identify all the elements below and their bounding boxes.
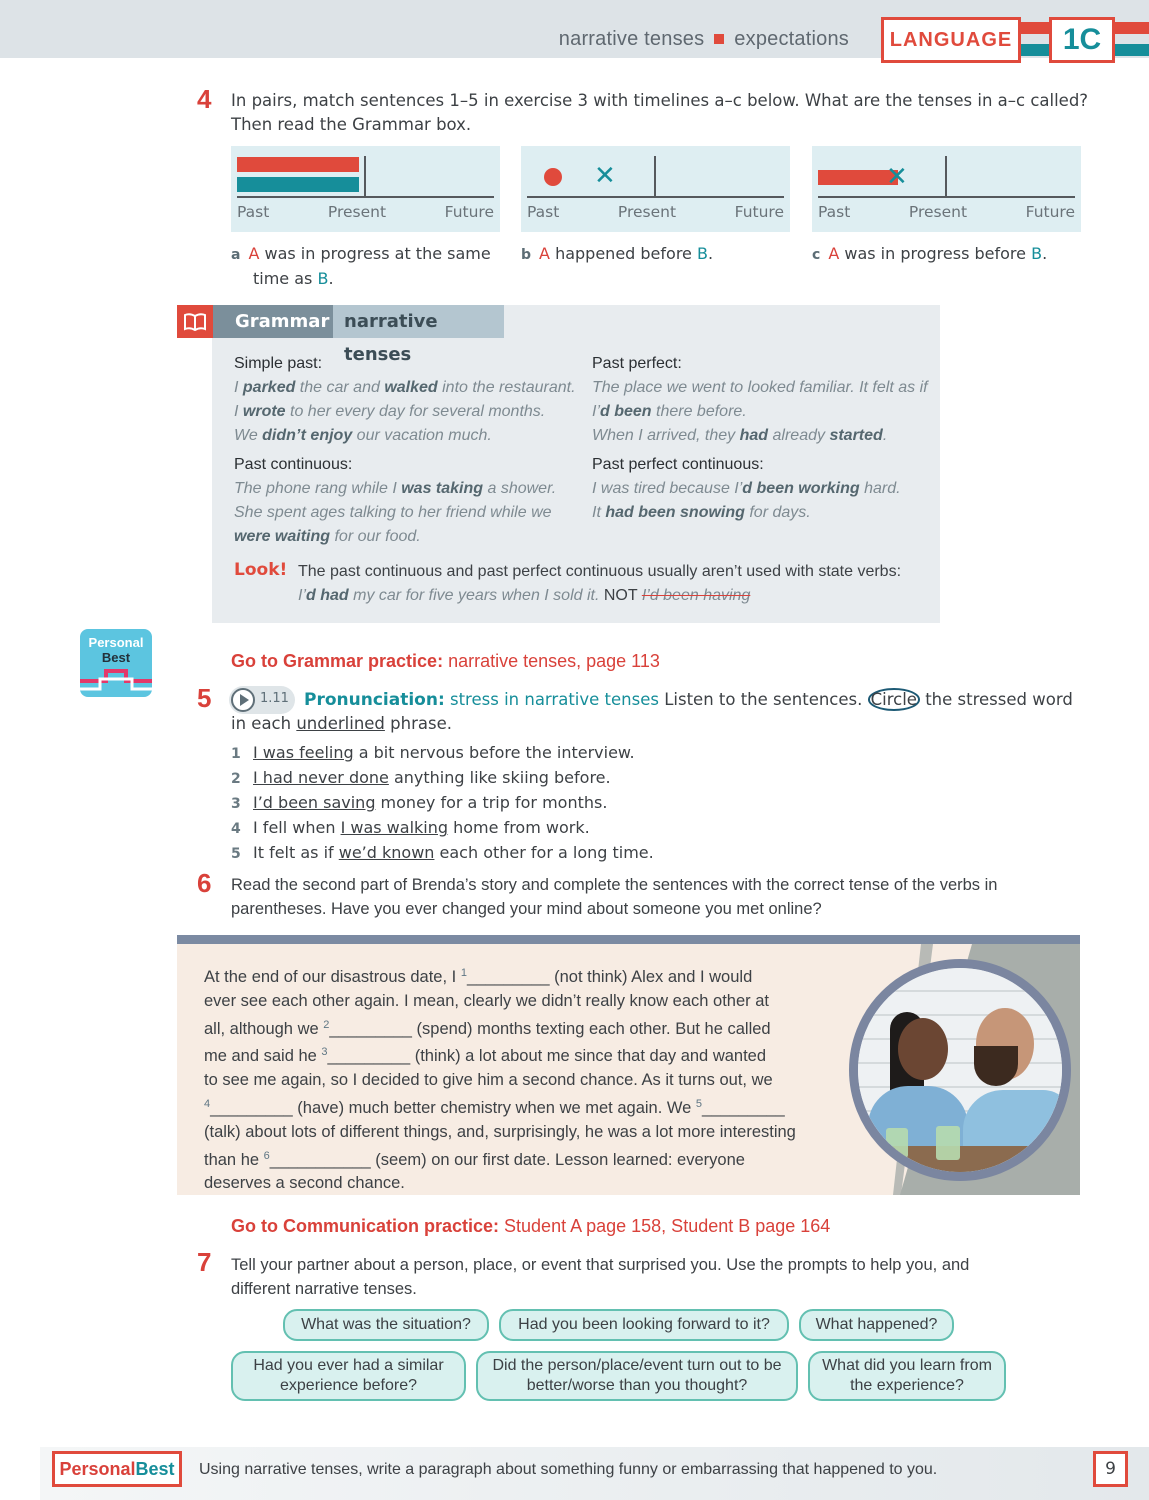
bar-a-red <box>237 157 359 172</box>
look-text <box>298 560 928 608</box>
bar-b-teal <box>237 177 359 192</box>
topic-narrative-tenses: narrative tenses <box>558 28 705 50</box>
list-item: 3 I’d been saving money for a trip for months. <box>231 793 608 812</box>
grammar-example: We didn’t enjoy our vacation much. <box>234 427 492 444</box>
present-marker <box>654 156 656 197</box>
exercise-number-6: 6 <box>197 868 212 898</box>
prompt-card: What did you learn from the experience? <box>808 1351 1006 1401</box>
timeline-labels <box>237 203 494 221</box>
label-future: Future <box>1025 203 1075 221</box>
instruction-line: parentheses. Have you ever changed your mind about someone you met online? <box>231 900 822 918</box>
exercise-5-instruction-line2: in each underlined phrase. <box>231 714 452 733</box>
blank-4[interactable]: _________ <box>210 1098 293 1117</box>
label-past: Past <box>527 203 560 221</box>
dot-a-icon <box>544 168 562 186</box>
blank-5[interactable]: _________ <box>702 1098 785 1117</box>
caption-b <box>521 242 791 267</box>
grammar-example: I’d been there before. <box>592 403 747 420</box>
caption-end: . <box>1042 244 1048 263</box>
grammar-example: The place we went to looked familiar. It felt as if <box>592 379 928 396</box>
personal-best-task: Using narrative tenses, write a paragraph about something funny or embarrassing that happened to you. <box>199 1461 938 1478</box>
simple-past-heading: Simple past: <box>234 355 323 372</box>
instruction-line: Read the second part of Brenda’s story and complete the sentences with the correct tense of the verbs in <box>231 876 998 894</box>
story-top-bar <box>177 935 1080 944</box>
badge-line: Best <box>101 650 131 665</box>
prompt-card: What happened? <box>799 1309 954 1341</box>
grammar-example: It had been snowing for days. <box>592 504 811 521</box>
exercise-number-5: 5 <box>197 683 212 713</box>
caption-a-label: A <box>248 244 260 263</box>
pronunciation-topic: stress in narrative tenses <box>444 690 659 709</box>
section-label: LANGUAGE <box>881 17 1021 63</box>
list-item: 5 It felt as if we’d known each other for a long time. <box>231 843 654 862</box>
timeline-a <box>231 146 500 232</box>
grammar-tab-topic: narrative tenses <box>333 305 504 338</box>
caption-letter: a <box>231 247 241 263</box>
story-text: At the end of our disastrous date, I $^1$_________ (not think) Alex and I would ever see each other again. I mean, clearly we didn’t really know each other at all, although we $^2$_________ (spend) months texting each other. But he called me and said he $^3$_________ (think) a lot about me since that day and wanted to see me again, so I decided to give him a second chance. As it turns out, we $^4$_________ (have) much better chemistry when we met again. We $^5$_________ (talk) about lots of different things, and, surprisingly, he was a lot more interesting than he $^6$___________ (seem) on our first date. Lesson learned: everyone deserves a second chance. <box>204 967 796 1193</box>
timeline-b <box>521 146 790 232</box>
link-label: Go to Grammar practice: <box>231 651 444 671</box>
label-future: Future <box>734 203 784 221</box>
grammar-example: She spent ages talking to her friend while we <box>234 504 552 521</box>
caption-b-label: B <box>696 244 708 263</box>
instruction-line: In pairs, match sentences 1–5 in exercise 3 with timelines a–c below. What are the tenses in a–c called? <box>231 91 1089 110</box>
prompt-card: Did the person/place/event turn out to be better/worse than you thought? <box>476 1351 798 1401</box>
page-number: 9 <box>1093 1451 1128 1487</box>
list-item: 1 I was feeling a bit nervous before the interview. <box>231 743 635 762</box>
caption-end: . <box>328 269 334 288</box>
list-item: 2 I had never done anything like skiing before. <box>231 768 611 787</box>
label-past: Past <box>237 203 270 221</box>
circled-word: Circle <box>868 688 920 711</box>
look-line: The past continuous and past perfect continuous usually aren’t used with state verbs: <box>298 563 902 580</box>
label-present: Present <box>327 203 387 221</box>
grammar-col-right <box>592 352 932 525</box>
exercise-number-7: 7 <box>197 1247 212 1277</box>
link-text: narrative tenses, page 113 <box>443 651 660 671</box>
couple-photo <box>849 959 1071 1181</box>
grammar-col-left <box>234 352 584 549</box>
caption-letter: c <box>812 247 821 263</box>
unit-label: 1C <box>1049 17 1115 63</box>
caption-b-label: B <box>317 269 329 288</box>
look-note <box>234 560 287 580</box>
cross-b-icon: ✕ <box>594 161 616 191</box>
grammar-example: were waiting for our food. <box>234 528 421 545</box>
past-perfect-continuous-heading: Past perfect continuous: <box>592 456 764 473</box>
blank-1[interactable]: _________ <box>466 968 550 986</box>
caption-text: was in progress at the same <box>259 244 491 263</box>
link-text: Student A page 158, Student B page 164 <box>499 1216 831 1236</box>
grammar-example: I was tired because I’d been working hard. <box>592 480 901 497</box>
prompt-card: Had you ever had a similar experience before? <box>231 1351 466 1401</box>
pb-word-best: Best <box>135 1458 175 1479</box>
cross-b-icon: ✕ <box>886 162 908 192</box>
pronunciation-label: Pronunciation: <box>304 690 445 710</box>
timeline-c <box>812 146 1081 232</box>
personal-best-badge <box>80 629 152 697</box>
instruction-line: Tell your partner about a person, place, or event that surprised you. Use the prompts to help you, and <box>231 1256 970 1274</box>
caption-letter: b <box>521 247 532 263</box>
book-icon <box>177 305 213 338</box>
label-past: Past <box>818 203 851 221</box>
instruction-line: Then read the Grammar box. <box>231 115 472 134</box>
timeline-labels <box>527 203 784 221</box>
grammar-tab-label: Grammar <box>213 305 333 338</box>
topic-expectations: expectations <box>734 28 849 50</box>
blank-3[interactable]: _________ <box>327 1047 411 1066</box>
instruction-line: different narrative tenses. <box>231 1280 417 1298</box>
past-perfect-heading: Past perfect: <box>592 355 682 372</box>
caption-text: happened before <box>549 244 697 263</box>
grammar-example: When I arrived, they had already started. <box>592 427 888 444</box>
grammar-practice-link[interactable] <box>231 651 660 672</box>
play-icon <box>231 688 255 712</box>
header-topics <box>559 28 849 51</box>
exercise-6-instruction <box>231 873 1101 921</box>
prompt-card: Had you been looking forward to it? <box>499 1309 789 1341</box>
personal-best-label <box>52 1451 182 1487</box>
grammar-example: I wrote to her every day for several months. <box>234 403 546 420</box>
timeline-labels <box>818 203 1075 221</box>
look-example: I’d had my car for five years when I sold it. NOT I’d been having <box>298 587 751 604</box>
caption-a-label: A <box>828 244 840 263</box>
instruction-text: the stressed word <box>919 690 1073 709</box>
audio-play-button[interactable] <box>229 686 295 714</box>
present-marker <box>945 156 947 197</box>
look-label: Look! <box>234 560 288 580</box>
caption-text: time as <box>253 269 318 288</box>
instruction-text: Listen to the sentences. <box>658 690 868 709</box>
caption-c <box>812 242 1082 267</box>
blank-2[interactable]: _________ <box>329 1019 412 1038</box>
prompt-card: What was the situation? <box>283 1309 489 1341</box>
caption-a <box>231 242 501 291</box>
caption-a-label: A <box>539 244 550 263</box>
exercise-number-4: 4 <box>197 84 212 114</box>
pb-word-personal: Personal <box>59 1458 136 1479</box>
caption-b-label: B <box>1031 244 1043 263</box>
blank-6[interactable]: ___________ <box>269 1150 371 1169</box>
caption-end: . <box>707 244 714 263</box>
square-bullet-icon <box>714 34 724 44</box>
grammar-example: I parked the car and walked into the restaurant. <box>234 379 576 396</box>
past-continuous-heading: Past continuous: <box>234 456 353 473</box>
caption-text: was in progress before <box>839 244 1032 263</box>
list-item: 4 I fell when I was walking home from work. <box>231 818 590 837</box>
badge-line: Personal <box>88 635 144 650</box>
audio-track-number: 1.11 <box>260 691 289 706</box>
label-present: Present <box>617 203 677 221</box>
present-marker <box>364 156 366 197</box>
exercise-4-instruction <box>231 89 1091 137</box>
label-future: Future <box>444 203 494 221</box>
exercise-7-instruction <box>231 1253 1101 1301</box>
label-present: Present <box>908 203 968 221</box>
exercise-5-list <box>231 741 654 866</box>
exercise-5-instruction <box>304 688 1073 712</box>
link-label: Go to Communication practice: <box>231 1216 500 1236</box>
communication-practice-link[interactable] <box>231 1216 830 1237</box>
grammar-example: The phone rang while I was taking a shower. <box>234 480 557 497</box>
incorrect-example: I’d been having <box>641 587 751 604</box>
